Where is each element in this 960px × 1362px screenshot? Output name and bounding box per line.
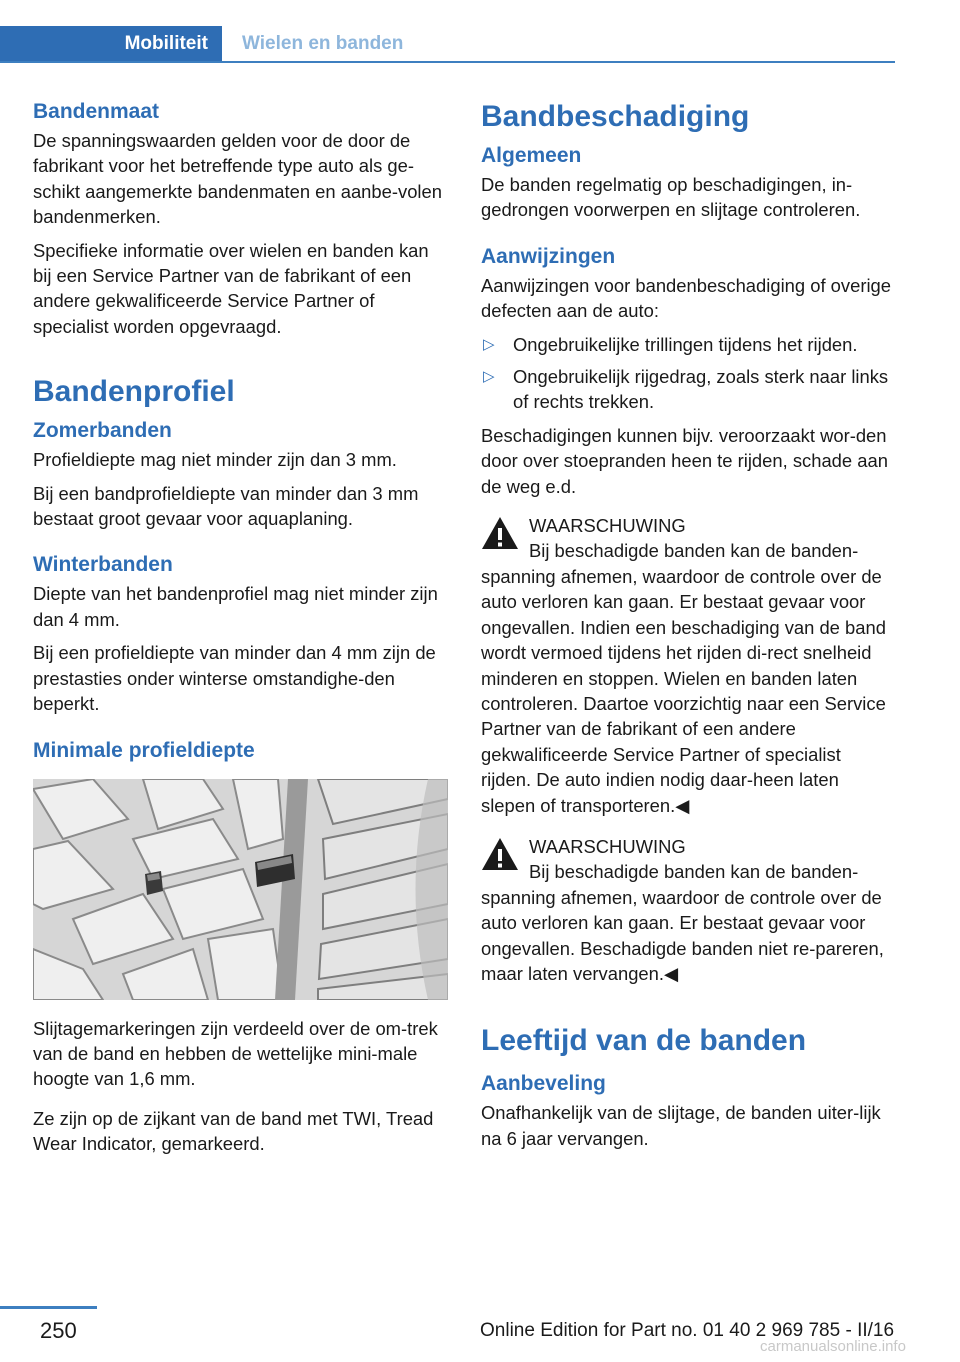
paragraph: Bij een profieldiepte van minder dan 4 mm zijn de prestasties onder winterse omstandighe‐den beperkt. xyxy=(33,642,436,715)
tire-tread-image xyxy=(33,779,448,1000)
heading-aanwijzingen: Aanwijzingen xyxy=(481,244,616,268)
warning-triangle-icon xyxy=(481,836,519,872)
bullet-list xyxy=(481,332,893,415)
heading-bandenprofiel: Bandenprofiel xyxy=(33,375,235,409)
paragraph: Ze zijn op de zijkant van de band met TWI, Tread Wear Indicator, gemarkeerd. xyxy=(33,1107,434,1155)
paragraph: Profieldiepte mag niet minder zijn dan 3 mm. xyxy=(33,449,397,471)
edition-note: Online Edition for Part no. 01 40 2 969 785 - II/16 xyxy=(480,1320,895,1341)
paragraph: Bij een bandprofieldiepte van minder dan 3 mm bestaat groot gevaar voor aquaplaning. xyxy=(33,482,419,530)
heading-bandbeschadiging: Bandbeschadiging xyxy=(481,100,750,133)
watermark: carmanualsonline.info xyxy=(760,1338,906,1355)
paragraph: Slijtagemarkeringen zijn verdeeld over de om‐trek van de band en hebben de wettelijke mini‐male hoogte van 1,6 mm. xyxy=(33,1017,438,1090)
footer-rule xyxy=(0,1306,97,1309)
heading-bandenmaat: Bandenmaat xyxy=(33,100,160,123)
heading-algemeen: Algemeen xyxy=(481,144,582,167)
warning-text: Bij beschadigde banden kan de banden‐ xyxy=(529,540,859,562)
list-item: ▷ Ongebruikelijke trillingen tijdens het rijden. xyxy=(481,332,893,357)
paragraph: Onafhankelijk van de slijtage, de banden uiter‐lijk na 6 jaar vervangen. xyxy=(481,1102,881,1149)
paragraph: Aanwijzingen voor bandenbeschadiging of overige defecten aan de auto: xyxy=(481,274,891,322)
list-item: ▷ Ongebruikelijk rijgedrag, zoals sterk naar links of rechts trekken. xyxy=(483,366,889,413)
warning-title: WAARSCHUWING xyxy=(529,835,686,857)
triangle-right-icon: ▷ xyxy=(483,368,495,386)
heading-zomerbanden: Zomerbanden xyxy=(33,419,172,443)
right-column xyxy=(481,98,893,1159)
heading-winterbanden: Winterbanden xyxy=(33,553,173,577)
header-tab-mobiliteit: Mobiliteit xyxy=(0,26,222,62)
warning-block xyxy=(481,513,893,818)
page-number: 250 xyxy=(40,1318,77,1343)
heading-minimale-profieldiepte: Minimale profieldiepte xyxy=(33,738,255,762)
warning-block xyxy=(481,834,893,986)
heading-leeftijd-van-de-banden: Leeftijd van de banden xyxy=(481,1024,807,1058)
page-header xyxy=(0,26,895,62)
paragraph: Diepte van het bandenprofiel mag niet minder zijn dan 4 mm. xyxy=(33,583,438,630)
left-column xyxy=(33,98,448,1165)
warning-text: spanning afnemen, waardoor de controle over de auto verloren kan gaan. Er bestaat gevaar voor ongevallen. Indien een beschadiging van de band wordt vermoed tijdens het rijden di‐rect snelheid minderen en stoppen. Wielen en banden laten controleren. Daartoe voorzichtig naar een Service Partner van de fabrikant of een andere gekwalificeerde Service Partner of specialist rijden. De auto indien nodig daar‐heen laten slepen of transporteren.◀ xyxy=(481,565,886,816)
warning-text: Bij beschadigde banden kan de banden‐ xyxy=(529,861,859,883)
warning-text: spanning afnemen, waardoor de controle over de auto verloren kan gaan. Er bestaat gevaar voor ongevallen. Beschadigde banden niet re‐pareren, maar laten vervangen.◀ xyxy=(481,886,884,984)
heading-aanbeveling: Aanbeveling xyxy=(481,1072,606,1096)
warning-title: WAARSCHUWING xyxy=(529,515,686,537)
triangle-right-icon: ▷ xyxy=(483,335,495,353)
paragraph: Beschadigingen kunnen bijv. veroorzaakt wor‐den door over stoepranden heen te rijden, schade aan de weg e.d. xyxy=(481,424,888,497)
paragraph: Specifieke informatie over wielen en banden kan bij een Service Partner van de fabrikant of een andere gekwalificeerde Service Partner of specialist worden opgevraagd. xyxy=(33,239,429,337)
header-rule xyxy=(0,61,895,63)
header-tab-wielen-en-banden: Wielen en banden xyxy=(242,33,404,54)
paragraph: De spanningswaarden gelden voor de door de fabrikant voor het betreffende type auto als ge‐schikt aangemerkte bandenmaten en aanbe‐volen bandenmerken. xyxy=(33,130,442,228)
warning-triangle-icon xyxy=(481,515,519,551)
paragraph: De banden regelmatig op beschadigingen, in‐gedrongen voorwerpen en slijtage controleren. xyxy=(481,174,861,221)
